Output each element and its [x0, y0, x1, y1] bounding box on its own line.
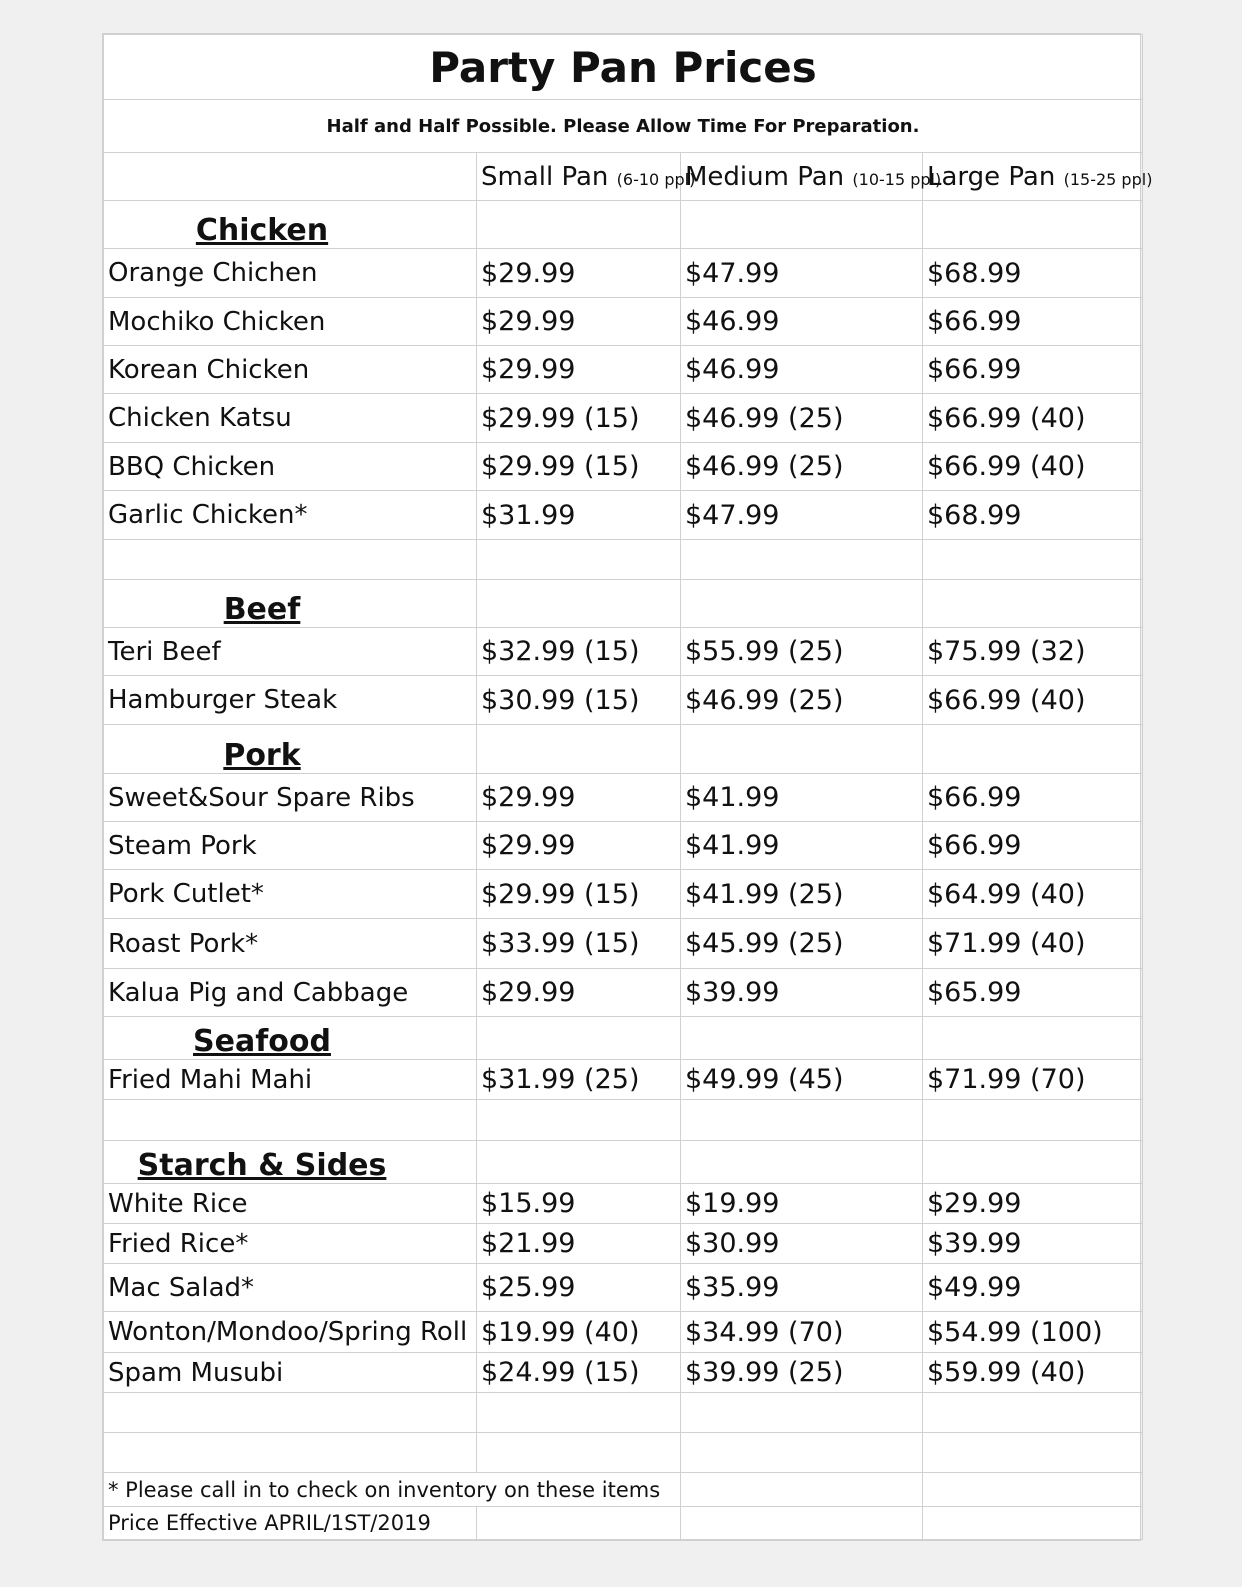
column-header-medium [681, 153, 942, 201]
page-subtitle: Half and Half Possible. Please Allow Time For Preparation. [104, 100, 1143, 153]
blank-cell [923, 1393, 1143, 1433]
price-large: $71.99 (40) [923, 919, 1143, 969]
item-name: Chicken Katsu [104, 394, 477, 443]
effective-row [104, 1507, 1143, 1540]
price-large: $66.99 [923, 822, 1143, 870]
blank-cell [681, 580, 923, 628]
price-small: $29.99 [477, 969, 681, 1017]
blank-cell [923, 540, 1143, 580]
price-small: $29.99 (15) [477, 394, 681, 443]
price-medium: $49.99 (45) [681, 1060, 923, 1100]
price-small: $29.99 [477, 822, 681, 870]
table-row [104, 822, 1143, 870]
category-row-pork [104, 725, 1143, 774]
blank-cell [681, 725, 923, 774]
price-small: $31.99 [477, 491, 681, 540]
category-row-beef [104, 580, 1143, 628]
price-small: $29.99 [477, 774, 681, 822]
item-name: Garlic Chicken* [104, 491, 477, 540]
item-name: Steam Pork [104, 822, 477, 870]
price-large: $29.99 [923, 1184, 1143, 1224]
blank-cell [923, 201, 1143, 249]
blank-row [104, 1433, 1143, 1473]
page-title: Party Pan Prices [104, 35, 1143, 100]
item-name: Korean Chicken [104, 346, 477, 394]
price-medium: $35.99 [681, 1264, 923, 1312]
blank-row [104, 1393, 1143, 1433]
price-small: $15.99 [477, 1184, 681, 1224]
blank-cell [477, 1393, 681, 1433]
price-small: $19.99 (40) [477, 1312, 681, 1353]
price-large: $66.99 [923, 346, 1143, 394]
blank-row [104, 540, 1143, 580]
category-row-chicken [104, 201, 1143, 249]
price-table [103, 34, 1153, 1540]
table-row [104, 969, 1143, 1017]
price-large: $68.99 [923, 491, 1143, 540]
column-header-large [923, 153, 1153, 201]
blank-cell [104, 1393, 477, 1433]
price-small: $24.99 (15) [477, 1353, 681, 1393]
blank-cell [681, 1017, 923, 1060]
table-row [104, 774, 1143, 822]
blank-cell [477, 1507, 681, 1540]
table-row [104, 919, 1143, 969]
table-row [104, 298, 1143, 346]
category-row-starch [104, 1141, 1143, 1184]
blank-cell [923, 1017, 1143, 1060]
price-medium: $30.99 [681, 1224, 923, 1264]
item-name: Hamburger Steak [104, 676, 477, 725]
column-ppl: (6-10 ppl) [616, 169, 696, 189]
price-large: $49.99 [923, 1264, 1143, 1312]
price-large: $66.99 (40) [923, 443, 1143, 491]
category-heading: Starch & Sides [104, 1141, 477, 1184]
footnote-row [104, 1473, 1143, 1507]
table-row [104, 628, 1143, 676]
blank-cell [681, 1433, 923, 1473]
price-medium: $39.99 (25) [681, 1353, 923, 1393]
price-effective-date: Price Effective APRIL/1ST/2019 [104, 1507, 477, 1540]
column-ppl: (15-25 ppl) [1063, 169, 1153, 189]
blank-cell [477, 580, 681, 628]
column-label: Medium Pan [685, 161, 845, 192]
price-large: $75.99 (32) [923, 628, 1143, 676]
price-large: $54.99 (100) [923, 1312, 1143, 1353]
column-header-small [477, 153, 696, 201]
blank-cell [923, 1100, 1143, 1141]
price-small: $29.99 [477, 298, 681, 346]
price-medium: $46.99 [681, 346, 923, 394]
price-small: $29.99 [477, 346, 681, 394]
price-medium: $46.99 (25) [681, 676, 923, 725]
price-large: $66.99 [923, 298, 1143, 346]
blank-cell [681, 540, 923, 580]
price-medium: $41.99 [681, 774, 923, 822]
footnote-text: * Please call in to check on inventory on these items [104, 1473, 681, 1507]
column-label: Large Pan [927, 161, 1056, 192]
item-name: Mac Salad* [104, 1264, 477, 1312]
blank-cell [681, 1100, 923, 1141]
price-large: $66.99 (40) [923, 394, 1143, 443]
price-medium: $55.99 (25) [681, 628, 923, 676]
item-name: Mochiko Chicken [104, 298, 477, 346]
category-heading: Chicken [104, 201, 477, 249]
table-row [104, 676, 1143, 725]
price-large: $66.99 (40) [923, 676, 1143, 725]
price-medium: $41.99 (25) [681, 870, 923, 919]
table-row [104, 249, 1143, 298]
blank-cell [681, 201, 923, 249]
price-large: $39.99 [923, 1224, 1143, 1264]
blank-cell [681, 1473, 923, 1507]
blank-cell [923, 1141, 1143, 1184]
column-ppl: (10-15 ppl) [852, 169, 942, 189]
blank-cell [477, 540, 681, 580]
price-sheet [102, 33, 1153, 1541]
blank-cell [477, 201, 681, 249]
blank-row [104, 1100, 1143, 1141]
price-small: $32.99 (15) [477, 628, 681, 676]
table-row [104, 491, 1143, 540]
item-name: Spam Musubi [104, 1353, 477, 1393]
price-medium: $19.99 [681, 1184, 923, 1224]
blank-cell [923, 725, 1143, 774]
blank-cell [923, 1507, 1143, 1540]
blank-cell [923, 1433, 1143, 1473]
blank-cell [681, 1507, 923, 1540]
blank-cell [923, 580, 1143, 628]
price-small: $29.99 (15) [477, 870, 681, 919]
price-medium: $41.99 [681, 822, 923, 870]
blank-cell [104, 1100, 477, 1141]
price-large: $68.99 [923, 249, 1143, 298]
item-name: Orange Chichen [104, 249, 477, 298]
price-small: $33.99 (15) [477, 919, 681, 969]
blank-cell [477, 1433, 681, 1473]
item-name: Pork Cutlet* [104, 870, 477, 919]
category-heading: Beef [104, 580, 477, 628]
blank-cell [681, 1393, 923, 1433]
price-medium: $47.99 [681, 249, 923, 298]
category-row-seafood [104, 1017, 1143, 1060]
table-row [104, 1353, 1143, 1393]
column-label: Small Pan [481, 161, 609, 192]
category-heading: Seafood [104, 1017, 477, 1060]
item-name: Roast Pork* [104, 919, 477, 969]
table-row [104, 346, 1143, 394]
table-row [104, 870, 1143, 919]
price-medium: $45.99 (25) [681, 919, 923, 969]
price-small: $21.99 [477, 1224, 681, 1264]
table-row [104, 1264, 1143, 1312]
price-large: $71.99 (70) [923, 1060, 1143, 1100]
table-row [104, 1060, 1143, 1100]
price-large: $64.99 (40) [923, 870, 1143, 919]
blank-cell [477, 1017, 681, 1060]
blank-cell [477, 1100, 681, 1141]
column-header-row [104, 153, 1143, 201]
price-large: $66.99 [923, 774, 1143, 822]
item-name: Sweet&Sour Spare Ribs [104, 774, 477, 822]
price-small: $30.99 (15) [477, 676, 681, 725]
table-row [104, 1312, 1143, 1353]
price-medium: $47.99 [681, 491, 923, 540]
blank-cell [477, 725, 681, 774]
blank-cell [104, 540, 477, 580]
price-medium: $46.99 [681, 298, 923, 346]
item-name: White Rice [104, 1184, 477, 1224]
item-name: Kalua Pig and Cabbage [104, 969, 477, 1017]
table-row [104, 394, 1143, 443]
item-name: Fried Rice* [104, 1224, 477, 1264]
price-large: $65.99 [923, 969, 1143, 1017]
price-small: $25.99 [477, 1264, 681, 1312]
price-medium: $46.99 (25) [681, 394, 923, 443]
item-name: BBQ Chicken [104, 443, 477, 491]
category-heading: Pork [104, 725, 477, 774]
blank-cell [477, 1141, 681, 1184]
table-row [104, 1224, 1143, 1264]
price-medium: $34.99 (70) [681, 1312, 923, 1353]
header-blank [104, 153, 477, 201]
price-small: $31.99 (25) [477, 1060, 681, 1100]
item-name: Wonton/Mondoo/Spring Roll [104, 1312, 477, 1353]
price-small: $29.99 [477, 249, 681, 298]
blank-cell [681, 1141, 923, 1184]
price-medium: $39.99 [681, 969, 923, 1017]
table-row [104, 1184, 1143, 1224]
blank-cell [104, 1433, 477, 1473]
price-large: $59.99 (40) [923, 1353, 1143, 1393]
table-row [104, 443, 1143, 491]
item-name: Teri Beef [104, 628, 477, 676]
item-name: Fried Mahi Mahi [104, 1060, 477, 1100]
price-medium: $46.99 (25) [681, 443, 923, 491]
price-small: $29.99 (15) [477, 443, 681, 491]
blank-cell [923, 1473, 1143, 1507]
